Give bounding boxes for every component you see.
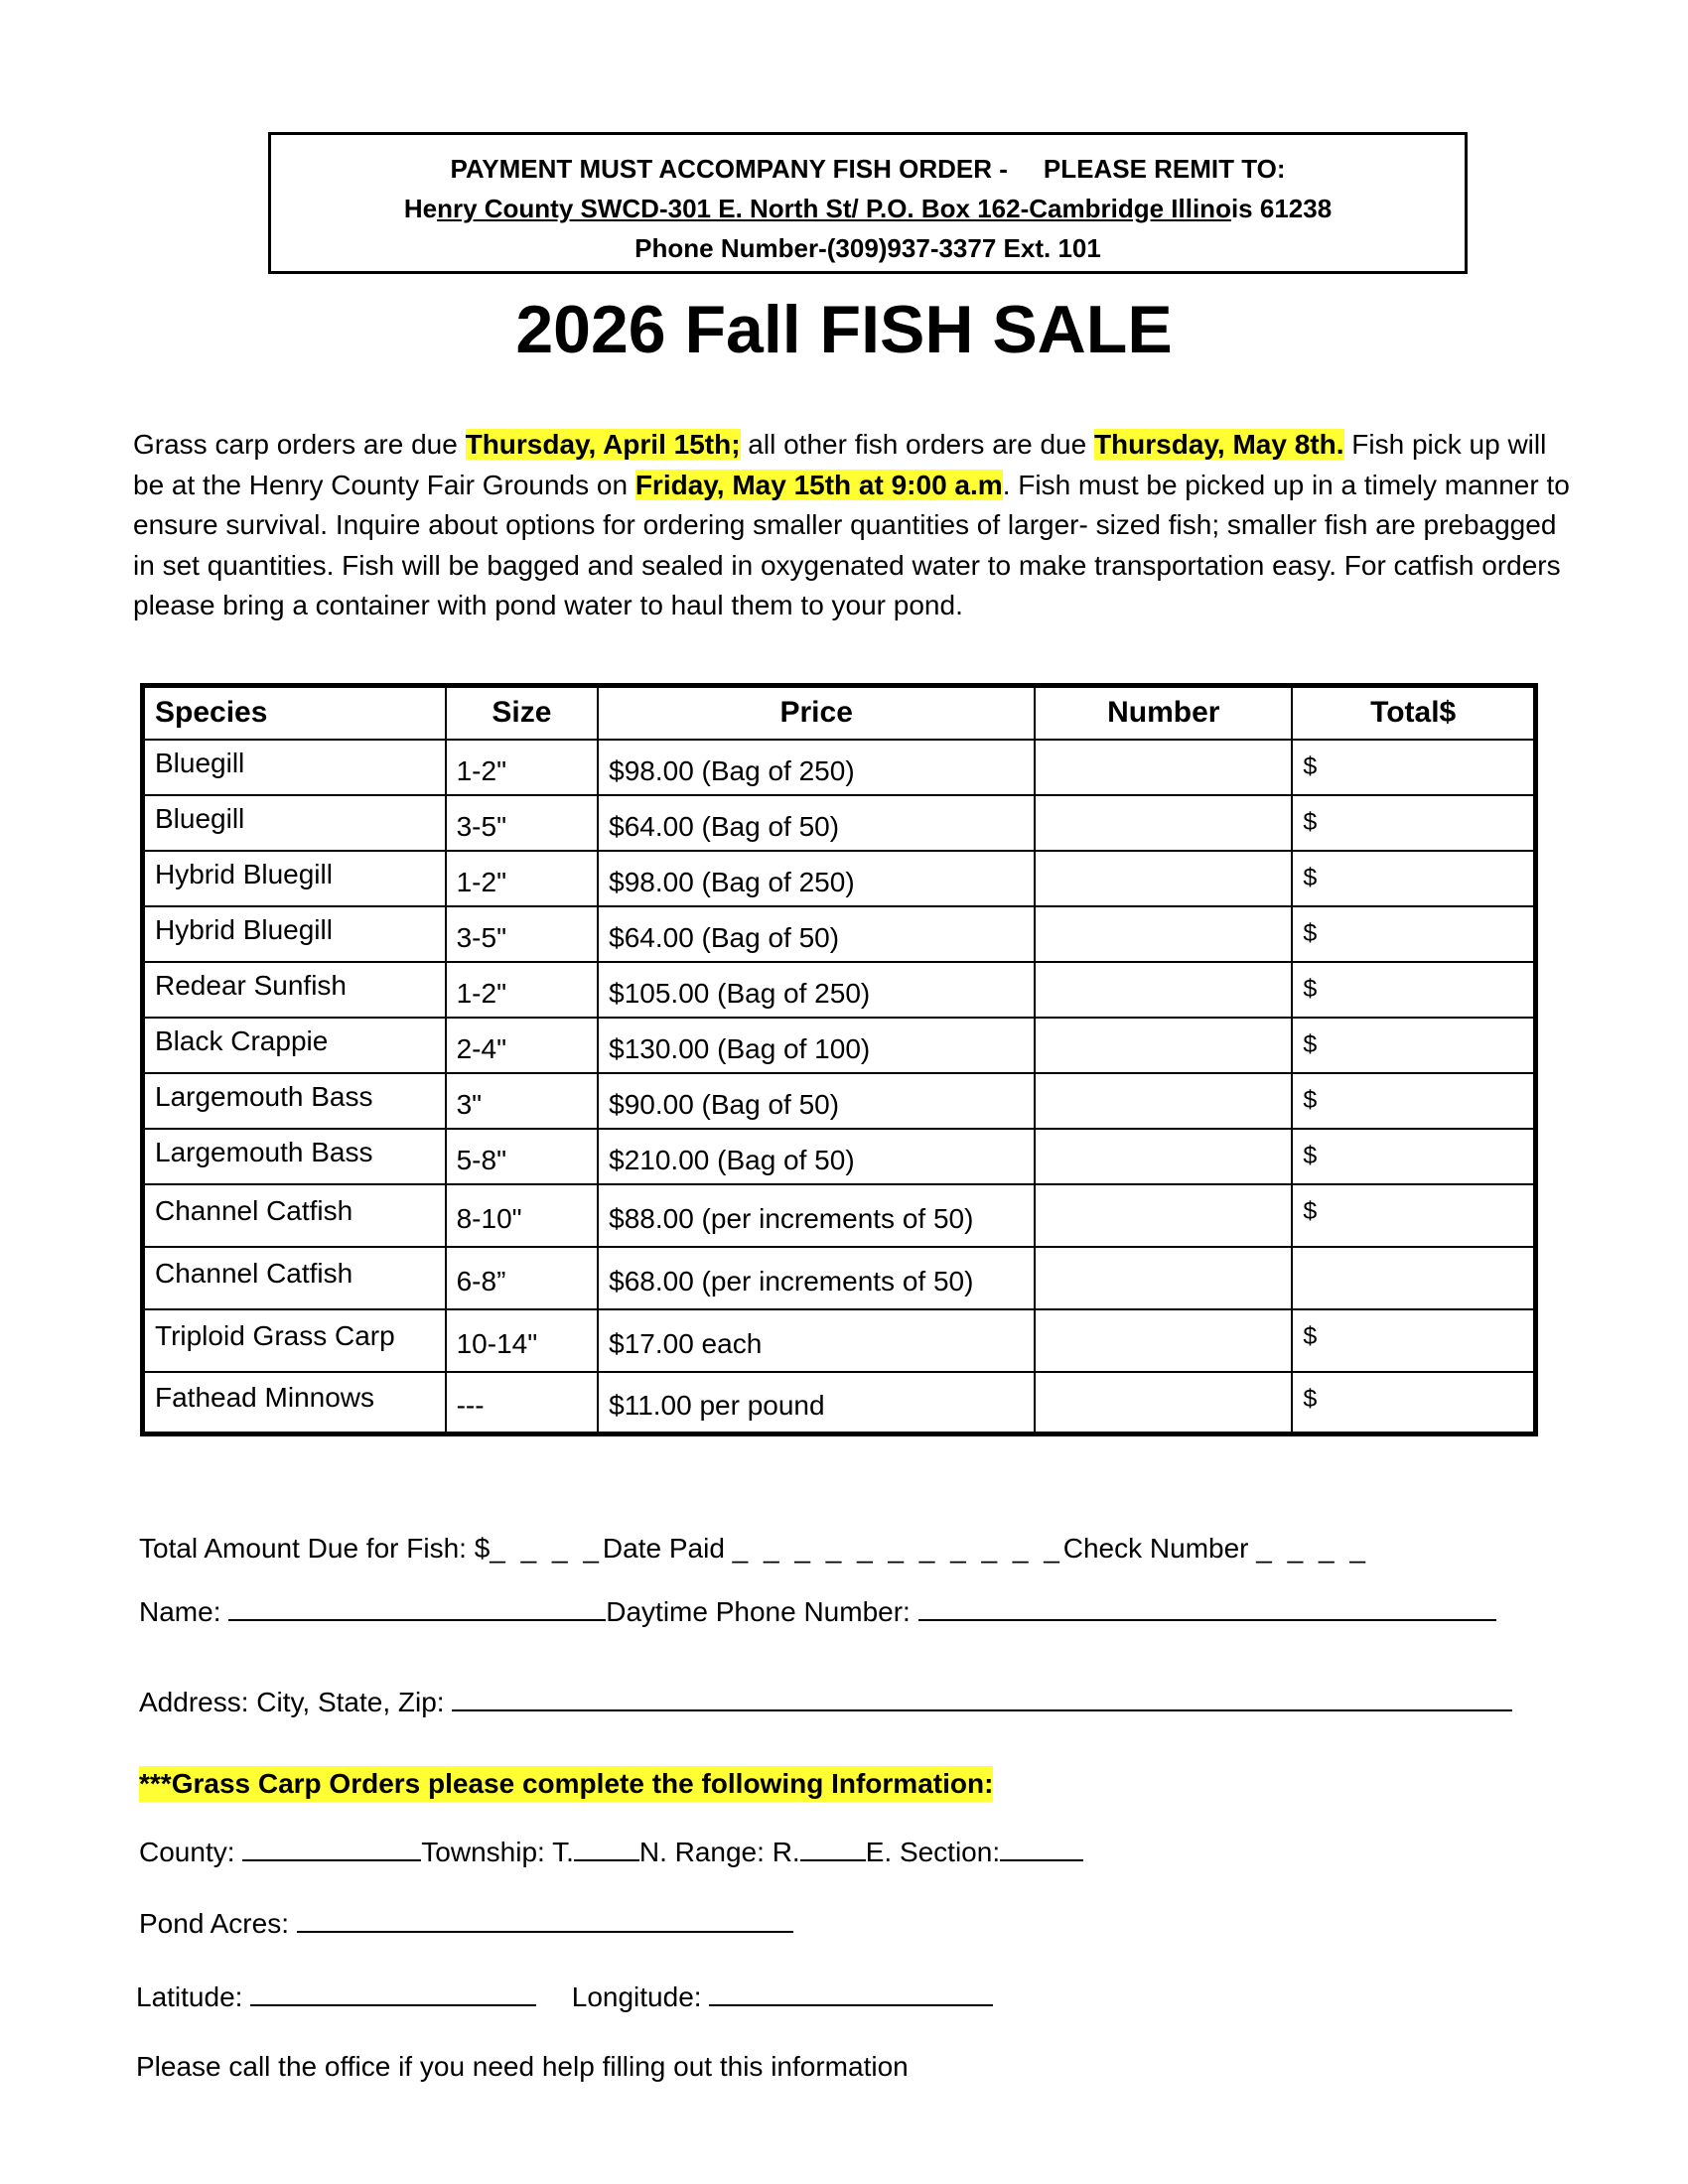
total-field[interactable] [1292, 1247, 1535, 1309]
table-row [143, 1372, 1536, 1434]
fish-order-table [140, 683, 1538, 1436]
table-header-row [143, 686, 1536, 740]
longitude-field[interactable] [709, 1984, 993, 2006]
price-cell: $68.00 (per increments of 50) [598, 1247, 1035, 1309]
species-cell: Bluegill [143, 795, 446, 851]
grass-carp-due-date: Thursday, April 15th; [465, 429, 741, 460]
total-due-field[interactable]: _ _ _ _ [490, 1533, 603, 1564]
species-cell: Channel Catfish [143, 1247, 446, 1309]
name-field[interactable] [228, 1599, 606, 1621]
size-cell: 2-4" [446, 1018, 599, 1073]
table-row [143, 795, 1536, 851]
total-field[interactable]: $ [1292, 906, 1535, 962]
remit-address-end: is 61238 [1230, 194, 1333, 223]
remit-to-label: PLEASE REMIT TO: [1043, 154, 1286, 184]
species-cell: Fathead Minnows [143, 1372, 446, 1434]
total-field[interactable]: $ [1292, 1184, 1535, 1247]
intro-text-2: all other fish orders are due [740, 429, 1094, 460]
header-size: Size [446, 686, 599, 740]
lat-long-line [136, 1981, 993, 2013]
price-cell: $17.00 each [598, 1309, 1035, 1372]
size-cell: 8-10" [446, 1184, 599, 1247]
total-field[interactable]: $ [1292, 740, 1535, 795]
header-number: Number [1035, 686, 1292, 740]
remit-address-start: He [403, 194, 438, 223]
total-field[interactable]: $ [1292, 1309, 1535, 1372]
species-cell: Redear Sunfish [143, 962, 446, 1018]
size-cell: 5-8" [446, 1129, 599, 1184]
number-field[interactable] [1035, 795, 1292, 851]
size-cell: 1-2" [446, 962, 599, 1018]
species-cell: Triploid Grass Carp [143, 1309, 446, 1372]
range-label: N. Range: R. [638, 1837, 800, 1867]
number-field[interactable] [1035, 1247, 1292, 1309]
grass-carp-heading: ***Grass Carp Orders please complete the following Information: [139, 1766, 993, 1802]
table-row [143, 962, 1536, 1018]
page-title: 2026 Fall FISH SALE [515, 292, 1173, 367]
species-cell: Bluegill [143, 740, 446, 795]
check-number-label: Check Number [1062, 1533, 1249, 1564]
name-phone-line [139, 1596, 1496, 1628]
check-number-field[interactable]: _ _ _ _ [1256, 1533, 1369, 1564]
table-row [143, 1129, 1536, 1184]
pickup-date: Friday, May 15th at 9:00 a.m [634, 469, 1003, 500]
pond-acres-line [139, 1908, 793, 1940]
intro-paragraph [133, 425, 1573, 626]
intro-text-4: . Fish must be picked up in a timely manner to ensure survival. Inquire about options for ordering smaller quantities of larger- sized fish; smaller fish are prebagged in set quantities. Fish will be bagged and sealed in oxygenated water to make transportation easy. For catfish orders please bring a container with pond water to haul them to your pond. [133, 469, 1570, 620]
number-field[interactable] [1035, 1309, 1292, 1372]
species-cell: Hybrid Bluegill [143, 906, 446, 962]
size-cell: 3-5" [446, 795, 599, 851]
number-field[interactable] [1035, 1018, 1292, 1073]
help-text: Please call the office if you need help filling out this information [136, 2051, 909, 2082]
species-cell: Hybrid Bluegill [143, 851, 446, 906]
date-paid-label: Date Paid [602, 1533, 725, 1564]
county-field[interactable] [242, 1840, 421, 1861]
payment-notice: PAYMENT MUST ACCOMPANY FISH ORDER - [450, 154, 1008, 184]
remit-line-1 [271, 149, 1465, 189]
number-field[interactable] [1035, 906, 1292, 962]
latitude-label: Latitude: [136, 1981, 243, 2012]
section-label: E. Section: [865, 1837, 1001, 1867]
table-row [143, 1184, 1536, 1247]
price-cell: $98.00 (Bag of 250) [598, 851, 1035, 906]
number-field[interactable] [1035, 1372, 1292, 1434]
size-cell: 1-2" [446, 740, 599, 795]
address-label: Address: City, State, Zip: [139, 1687, 445, 1717]
table-row [143, 1309, 1536, 1372]
number-field[interactable] [1035, 962, 1292, 1018]
remit-box [268, 132, 1468, 274]
species-cell: Channel Catfish [143, 1184, 446, 1247]
total-field[interactable]: $ [1292, 795, 1535, 851]
address-line [139, 1687, 1512, 1718]
price-cell: $64.00 (Bag of 50) [598, 795, 1035, 851]
number-field[interactable] [1035, 740, 1292, 795]
phone-field[interactable] [918, 1599, 1496, 1621]
size-cell: 6-8” [446, 1247, 599, 1309]
section-field[interactable] [1000, 1840, 1083, 1861]
name-label: Name: [139, 1596, 221, 1627]
number-field[interactable] [1035, 851, 1292, 906]
species-cell: Largemouth Bass [143, 1073, 446, 1129]
table-row [143, 1073, 1536, 1129]
size-cell: 1-2" [446, 851, 599, 906]
price-cell: $11.00 per pound [598, 1372, 1035, 1434]
species-cell: Black Crappie [143, 1018, 446, 1073]
pond-acres-label: Pond Acres: [139, 1908, 289, 1939]
remit-phone: Phone Number-(309)937-3377 Ext. 101 [634, 233, 1101, 263]
price-cell: $98.00 (Bag of 250) [598, 740, 1035, 795]
price-cell: $130.00 (Bag of 100) [598, 1018, 1035, 1073]
number-field[interactable] [1035, 1129, 1292, 1184]
date-paid-field[interactable]: _ _ _ _ _ _ _ _ _ _ _ [732, 1533, 1063, 1564]
table-row [143, 1018, 1536, 1073]
price-cell: $90.00 (Bag of 50) [598, 1073, 1035, 1129]
header-species: Species [143, 686, 446, 740]
total-field[interactable]: $ [1292, 1372, 1535, 1434]
header-total: Total$ [1292, 686, 1535, 740]
latitude-field[interactable] [250, 1984, 536, 2006]
total-field[interactable]: $ [1292, 962, 1535, 1018]
total-field[interactable]: $ [1292, 851, 1535, 906]
table-row [143, 740, 1536, 795]
price-cell: $210.00 (Bag of 50) [598, 1129, 1035, 1184]
address-field[interactable] [452, 1690, 1512, 1711]
township-field[interactable] [574, 1840, 639, 1861]
total-due-label: Total Amount Due for Fish: $ [139, 1533, 491, 1564]
payment-line [139, 1533, 1369, 1565]
number-field[interactable] [1035, 1184, 1292, 1247]
longitude-label: Longitude: [571, 1981, 702, 2012]
table-row [143, 851, 1536, 906]
number-field[interactable] [1035, 1073, 1292, 1129]
range-field[interactable] [800, 1840, 866, 1861]
township-label: Township: T. [421, 1837, 574, 1867]
pond-acres-field[interactable] [297, 1911, 793, 1933]
size-cell: 3-5" [446, 906, 599, 962]
total-field[interactable]: $ [1292, 1073, 1535, 1129]
location-line [139, 1837, 1083, 1868]
size-cell: --- [446, 1372, 599, 1434]
remit-address-underlined: nry County SWCD-301 E. North St/ P.O. Box 162-Cambridge Illino [437, 194, 1231, 223]
phone-label: Daytime Phone Number: [606, 1596, 911, 1627]
other-fish-due-date: Thursday, May 8th. [1093, 429, 1344, 460]
total-field[interactable]: $ [1292, 1018, 1535, 1073]
size-cell: 3" [446, 1073, 599, 1129]
size-cell: 10-14" [446, 1309, 599, 1372]
header-price: Price [598, 686, 1035, 740]
total-field[interactable]: $ [1292, 1129, 1535, 1184]
intro-text-3: Fish pick up will be at the Henry County Fair Grounds on [133, 429, 1547, 500]
species-cell: Largemouth Bass [143, 1129, 446, 1184]
price-cell: $64.00 (Bag of 50) [598, 906, 1035, 962]
table-row [143, 1247, 1536, 1309]
price-cell: $105.00 (Bag of 250) [598, 962, 1035, 1018]
remit-address [271, 189, 1465, 228]
intro-text-1: Grass carp orders are due [133, 429, 466, 460]
table-row [143, 906, 1536, 962]
price-cell: $88.00 (per increments of 50) [598, 1184, 1035, 1247]
county-label: County: [139, 1837, 235, 1867]
